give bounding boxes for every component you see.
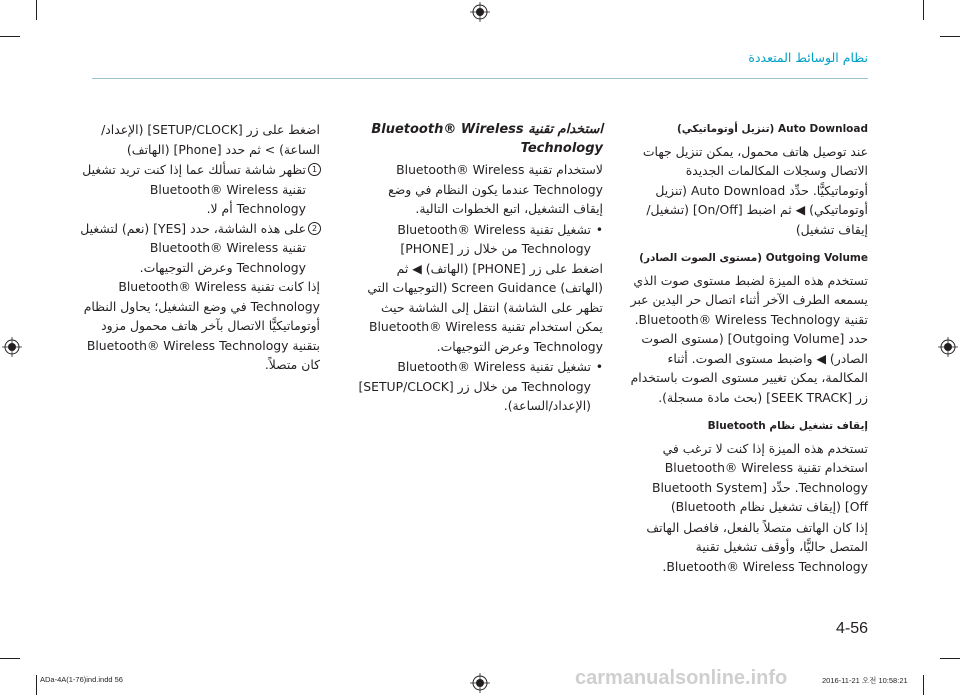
page-number: 4-56: [835, 620, 868, 637]
section-header-title: نظام الوسائط المتعددة: [748, 50, 868, 65]
step-2: [80, 219, 320, 278]
auto-connect-note: إذا كانت تقنية Bluetooth® Wireless Technology في وضع التشغيل؛ يحاول النظام أوتوماتيكيًّا الاتصال بآخر هاتف محمول مزود بتقنية Bluetooth® Wireless Technology كان متصلاً.: [83, 279, 320, 372]
bluetooth-off-heading: إيقاف تشغيل نظام Bluetooth: [707, 420, 868, 432]
phone-button-bullet: • تشغيل تقنية Bluetooth® Wireless Technology من خلال زر [PHONE]: [357, 220, 603, 259]
crop-mark: [940, 658, 960, 659]
crop-mark: [36, 0, 37, 20]
phone-button-detail: اضغط على زر [PHONE] (الهاتف) ◀ ثم (الهاتف) Screen Guidance (التوجيهات التي تظهر على الشاشة) انتقل إلى الشاشة حيث يمكن استخدام تقنية Bluetooth® Wireless Technology وعرض التوجيهات.: [367, 260, 603, 354]
outgoing-volume-heading: Outgoing Volume (مستوى الصوت الصادر): [639, 252, 868, 264]
bluetooth-off-text: تستخدم هذه الميزة إذا كنت لا ترغب في استخدام تقنية Bluetooth® Wireless Technology. حدِّد [Bluetooth System Off] (إيقاف تشغيل نظام Bluetooth): [651, 440, 868, 514]
crop-mark: [923, 0, 924, 20]
step-1: [80, 160, 320, 219]
left-column: [80, 120, 320, 376]
right-column: [630, 120, 868, 577]
header-divider: [92, 78, 868, 79]
registration-mark-icon: [2, 337, 22, 357]
outgoing-volume-text: تستخدم هذه الميزة لضبط مستوى صوت الذي يسمعه الطرف الآخر أثناء اتصال حر اليدين عبر تقنية Bluetooth® Wireless Technology. حدد [Outgoing Volume] (مستوى الصوت الصادر) ◀ واضبط مستوى الصوت. أثناء المكالمة، يمكن تغيير مستوى الصوت باستخدام زر [SEEK TRACK] (بحث مادة مسجلة).: [630, 272, 868, 405]
crop-mark: [0, 658, 20, 659]
watermark: carmanualsonline.info: [575, 667, 788, 689]
using-bluetooth-heading: استخدام تقنية Bluetooth® Wireless Technology: [371, 122, 603, 156]
crop-mark: [36, 675, 37, 695]
setup-clock-bullet: • تشغيل تقنية Bluetooth® Wireless Technology من خلال زر [SETUP/CLOCK] (الإعداد/الساعة).: [357, 357, 603, 416]
step-1-text: تظهر شاشة تسألك عما إذا كنت تريد تشغيل تقنية Bluetooth® Wireless Technology أم لا.: [82, 162, 306, 216]
crop-mark: [940, 36, 960, 37]
step-2-number: 2: [308, 222, 321, 235]
registration-mark-icon: [938, 337, 958, 357]
footer-timestamp: 2016-11-21 오전 10:58:21: [822, 676, 908, 685]
registration-mark-icon: [470, 2, 490, 22]
setup-clock-intro: اضغط على زر [SETUP/CLOCK] (الإعداد/الساعة) > ثم حدد [Phone] (الهاتف): [101, 122, 320, 157]
using-bluetooth-intro: لاستخدام تقنية Bluetooth® Wireless Technology عندما يكون النظام في وضع إيقاف التشغيل، اتبع الخطوات التالية.: [388, 162, 603, 216]
footer-filename: ADa-4A(1-76)ind.indd 56: [40, 675, 123, 684]
crop-mark: [923, 675, 924, 695]
crop-mark: [0, 36, 20, 37]
bluetooth-off-note: إذا كان الهاتف متصلاً بالفعل، فافصل الهاتف المتصل حاليًّا، وأوقف تشغيل تقنية Bluetooth® Wireless Technology.: [646, 519, 868, 574]
auto-download-heading: Auto Download (تنزيل أوتوماتيكي): [676, 123, 868, 135]
step-1-number: 1: [308, 163, 321, 176]
step-2-text: على هذه الشاشة، حدد [YES] (نعم) لتشغيل تقنية Bluetooth® Wireless Technology وعرض التوجيهات.: [80, 220, 306, 275]
registration-mark-icon: [470, 673, 490, 693]
auto-download-text: عند توصيل هاتف محمول، يمكن تنزيل جهات الاتصال وسجلات المكالمات الجديدة أوتوماتيكيًّا. حدِّد Auto Download (تنزيل أوتوماتيكي) ◀ ثم اضبط [On/Off] (تشغيل/إيقاف تشغيل): [642, 143, 868, 237]
middle-column: [357, 120, 603, 416]
